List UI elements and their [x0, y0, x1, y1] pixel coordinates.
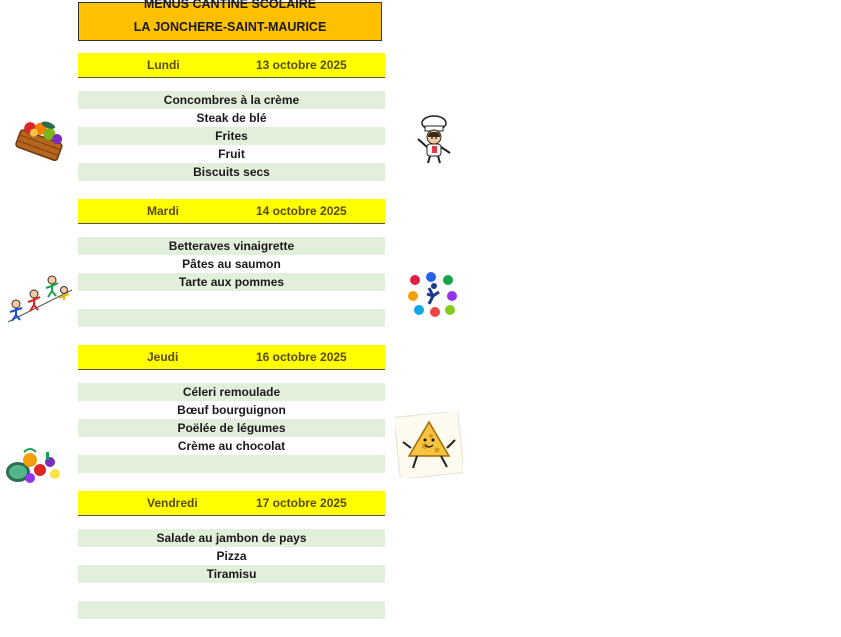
menu-title — [78, 2, 382, 41]
day-date: 17 octobre 2025 — [256, 496, 347, 510]
dish-row: Bœuf bourguignon — [177, 403, 286, 417]
dish-row — [78, 583, 385, 601]
title-line-2: LA JONCHERE-SAINT-MAURICE — [133, 20, 327, 34]
fruit-basket-clipart — [10, 112, 68, 166]
children-running-clipart — [4, 268, 76, 326]
day-date: 13 octobre 2025 — [256, 58, 347, 72]
cheese-character-clipart — [395, 412, 463, 478]
dish-row: Fruit — [218, 147, 245, 161]
dish-row: Concombres à la crème — [78, 91, 385, 109]
dish-row — [78, 309, 385, 327]
dish-row: Salade au jambon de pays — [78, 529, 385, 547]
day-header-mardi — [78, 199, 385, 224]
dish-row: Poëlée de légumes — [78, 419, 385, 437]
dish-row: Tiramisu — [78, 565, 385, 583]
day-name: Vendredi — [147, 496, 198, 510]
day-date: 14 octobre 2025 — [256, 204, 347, 218]
day-header-vendredi — [78, 491, 385, 516]
day-header-jeudi — [78, 345, 385, 370]
dish-row: Steak de blé — [196, 111, 267, 125]
day-name: Jeudi — [147, 350, 179, 364]
colorful-handprints-clipart — [405, 270, 461, 318]
dish-row: Biscuits secs — [78, 163, 385, 181]
fruits-vegetables-clipart — [2, 444, 68, 488]
dish-row: Frites — [78, 127, 385, 145]
dish-row — [78, 291, 385, 309]
day-header-lundi — [78, 53, 385, 78]
dish-row — [78, 455, 385, 473]
day-name: Mardi — [147, 204, 180, 218]
day-name: Lundi — [147, 58, 180, 72]
dish-row: Tarte aux pommes — [78, 273, 385, 291]
chef-clipart — [410, 115, 456, 165]
dish-row — [78, 601, 385, 619]
dish-row: Betteraves vinaigrette — [78, 237, 385, 255]
dish-row: Crème au chocolat — [177, 439, 286, 453]
title-line-1: MENUS CANTINE SCOLAIRE — [143, 0, 317, 11]
dish-row: Pâtes au saumon — [182, 257, 281, 271]
dish-row: Céleri remoulade — [78, 383, 385, 401]
day-date: 16 octobre 2025 — [256, 350, 347, 364]
dish-row: Pizza — [216, 549, 247, 563]
